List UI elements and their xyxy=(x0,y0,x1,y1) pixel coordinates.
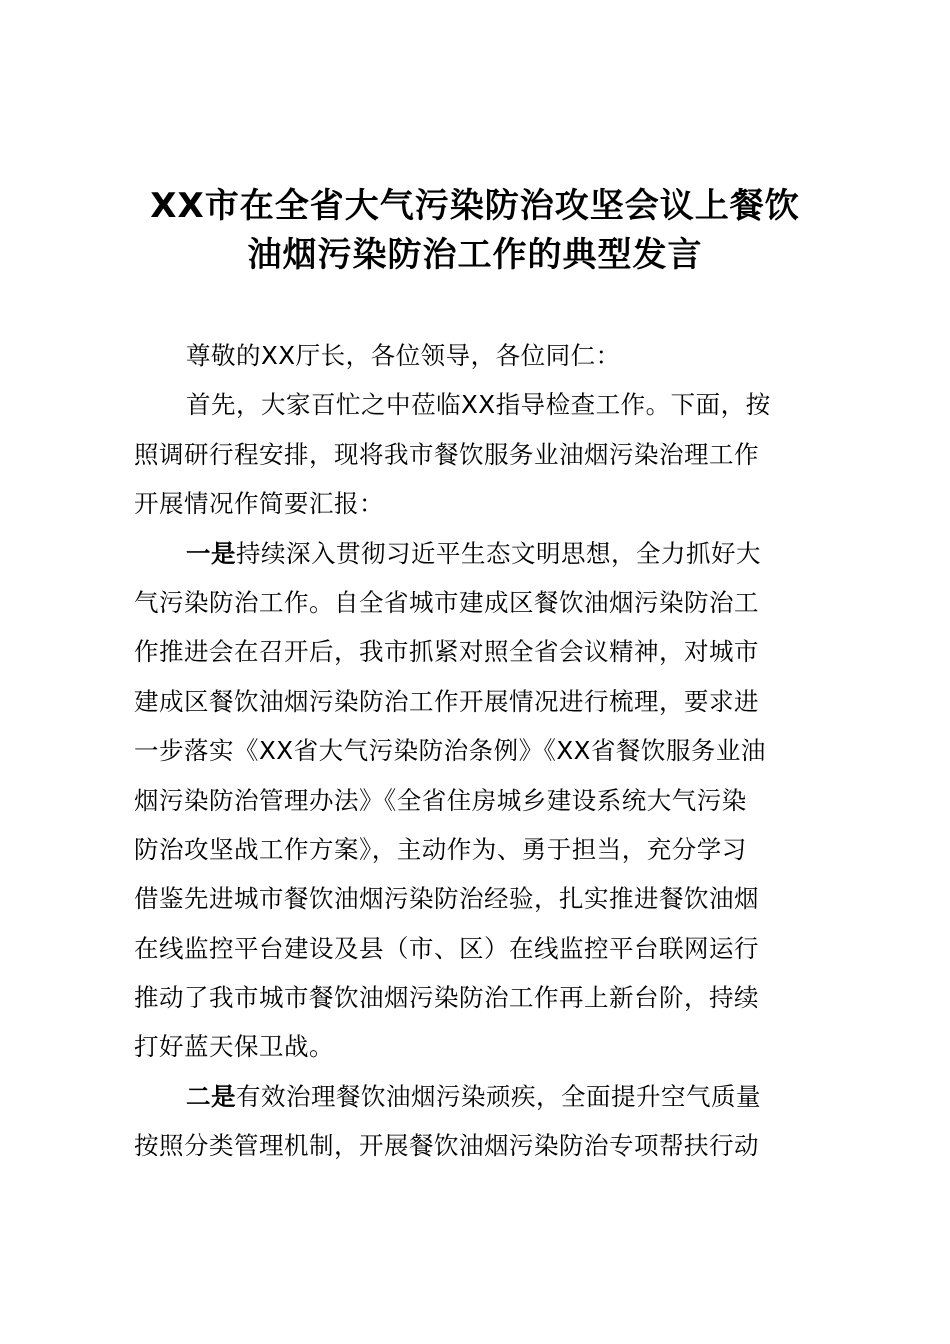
section2-first-line-text: 有效治理餐饮油烟污染顽疾，全面提升空气质量 xyxy=(236,1081,761,1111)
section2-lead: 二是 xyxy=(186,1081,236,1111)
section1-line-8: 借鉴先进城市餐饮油烟污染防治经验，扎实推进餐饮油烟 xyxy=(134,884,759,914)
section1-line-5: 一步落实《XX省大气污染防治条例》《XX省餐饮服务业油 xyxy=(134,736,766,766)
title-line-1: XX市在全省大气污染防治攻坚会议上餐饮 xyxy=(150,186,800,226)
section1-line-3: 作推进会在召开后，我市抓紧对照全省会议精神，对城市 xyxy=(134,637,759,667)
section2-first-line xyxy=(134,1072,854,1121)
section1-first-line xyxy=(134,529,854,578)
section1-line-6: 烟污染防治管理办法》《全省住房城乡建设系统大气污染 xyxy=(134,785,747,815)
section1-line-2: 气污染防治工作。自全省城市建成区餐饮油烟污染防治工 xyxy=(134,587,759,617)
section1-lead: 一是 xyxy=(186,538,236,568)
greeting-line: 尊敬的XX厅长，各位领导，各位同仁： xyxy=(186,341,621,370)
section1-line-9: 在线监控平台建设及县（市、区）在线监控平台联网运行 xyxy=(134,933,759,963)
section1-line-7: 防治攻坚战工作方案》，主动作为、勇于担当，充分学习 xyxy=(134,834,747,864)
document-title xyxy=(100,182,850,280)
document-body xyxy=(134,331,854,1171)
section1-line-10: 推动了我市城市餐饮油烟污染防治工作再上新台阶，持续 xyxy=(134,983,759,1013)
intro-line-3: 开展情况作简要汇报： xyxy=(134,489,384,519)
section1-line-4: 建成区餐饮油烟污染防治工作开展情况进行梳理，要求进 xyxy=(134,686,759,716)
intro-line-2: 照调研行程安排，现将我市餐饮服务业油烟污染治理工作 xyxy=(134,439,759,469)
section1-first-line-text: 持续深入贯彻习近平生态文明思想，全力抓好大 xyxy=(236,538,761,568)
section1-line-11: 打好蓝天保卫战。 xyxy=(134,1032,334,1062)
intro-line-1: 首先，大家百忙之中莅临XX指导检查工作。下面，按 xyxy=(186,390,771,420)
section2-line-2: 按照分类管理机制，开展餐饮油烟污染防治专项帮扶行动 xyxy=(134,1131,759,1161)
title-line-2: 油烟污染防治工作的典型发言 xyxy=(247,235,703,275)
